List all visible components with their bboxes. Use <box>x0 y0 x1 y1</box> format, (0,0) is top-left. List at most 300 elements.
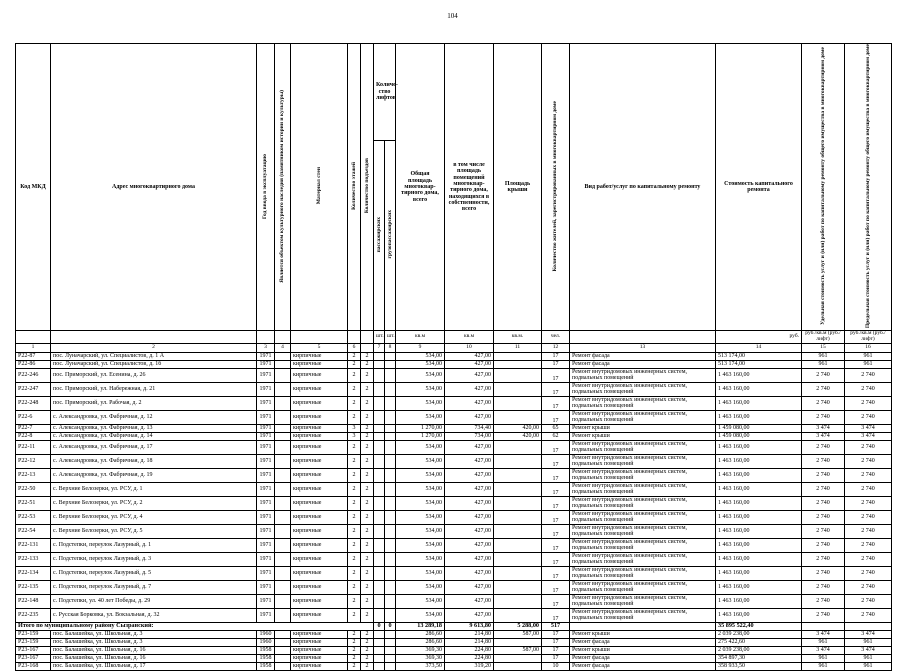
cell-address: с. Александровка, ул. Фабричная, д. 17 <box>51 440 257 454</box>
cell-heritage <box>275 524 291 538</box>
cell-floors: 2 <box>348 646 361 654</box>
cell-lifts-passenger <box>374 360 385 368</box>
cell-lifts-passenger <box>374 646 385 654</box>
cell-heritage <box>275 566 291 580</box>
header-cost: Стоимость капитального ремонта <box>716 44 802 331</box>
cell-heritage <box>275 630 291 638</box>
unit-max-cost: руб./кв.м (руб./лифт) <box>845 331 892 344</box>
header-owned-area: в том числе площадь помещений многоквар-тирного дома, находящихся в собственности, всего <box>445 44 494 331</box>
cell-lifts-passenger <box>374 608 385 622</box>
units-row <box>16 331 892 344</box>
cell-unit-cost: 2 740 <box>802 454 845 468</box>
cell-roof-area <box>494 662 542 670</box>
cell-total-area: 534,00 <box>396 382 445 396</box>
cell-code: Р23-167 <box>16 654 51 662</box>
header-year: Год ввода в эксплуатацию <box>257 44 275 331</box>
cell-work-type: Ремонт внутридомовых инженерных систем, подвальных помещений <box>570 454 716 468</box>
cell-heritage <box>275 580 291 594</box>
cell-cost: 1 463 160,00 <box>716 580 802 594</box>
cell-roof-area <box>494 538 542 552</box>
cell-code: Р22-50 <box>16 482 51 496</box>
table-row <box>16 496 892 510</box>
cell-code: Р23-167 <box>16 646 51 654</box>
table-row <box>16 410 892 424</box>
cell-unit-cost: 961 <box>802 662 845 670</box>
cell-year: 1971 <box>257 432 275 440</box>
col-number: 5 <box>291 343 348 352</box>
cell-max-cost: 961 <box>845 638 892 646</box>
cell-max-cost: 2 740 <box>845 496 892 510</box>
cell-work-type: Ремонт внутридомовых инженерных систем, подвальных помещений <box>570 482 716 496</box>
cell-entrances: 2 <box>361 662 374 670</box>
cell-roof-area <box>494 360 542 368</box>
cell-lifts-passenger <box>374 580 385 594</box>
header-heritage: Является объектом культурного наследия (памятником истории и культуры) <box>275 44 291 331</box>
cell-residents: 17 <box>542 552 570 566</box>
cell-roof-area <box>494 482 542 496</box>
cell-unit-cost: 3 474 <box>802 424 845 432</box>
cell-max-cost: 2 740 <box>845 608 892 622</box>
cell-lifts-passenger <box>374 382 385 396</box>
cell-work-type: Ремонт внутридомовых инженерных систем, подвальных помещений <box>570 468 716 482</box>
cell-work-type: Ремонт крыши <box>570 646 716 654</box>
cell-floors: 2 <box>348 468 361 482</box>
cell-max-cost: 2 740 <box>845 382 892 396</box>
cell-lifts-cargo <box>385 630 396 638</box>
cell-owned-area: 427,00 <box>445 468 494 482</box>
cell-unit-cost: 961 <box>802 638 845 646</box>
cell-lifts-passenger <box>374 396 385 410</box>
cell-heritage <box>275 410 291 424</box>
header-floors: Количество этажей <box>348 44 361 331</box>
cell-heritage <box>275 662 291 670</box>
cell-floors: 2 <box>348 630 361 638</box>
cell-code: Р22-53 <box>16 510 51 524</box>
total-cost-sum: 35 895 522,40 <box>716 622 802 630</box>
cell-total-area: 534,00 <box>396 524 445 538</box>
cell-code: Р23-159 <box>16 630 51 638</box>
cell-heritage <box>275 352 291 360</box>
cell-lifts-passenger <box>374 566 385 580</box>
cell-residents: 17 <box>542 524 570 538</box>
cell-cost: 2 039 238,00 <box>716 630 802 638</box>
cell-unit-cost: 2 740 <box>802 580 845 594</box>
cell-cost: 1 463 160,00 <box>716 482 802 496</box>
cell-wall-material: кирпичные <box>291 382 348 396</box>
cell-heritage <box>275 432 291 440</box>
cell-max-cost: 961 <box>845 360 892 368</box>
cell-heritage <box>275 552 291 566</box>
cell-year: 1971 <box>257 594 275 608</box>
cell-wall-material: кирпичные <box>291 496 348 510</box>
cell-cost: 275 422,60 <box>716 638 802 646</box>
cell-wall-material: кирпичные <box>291 580 348 594</box>
cell-heritage <box>275 482 291 496</box>
cell-roof-area <box>494 440 542 454</box>
cell-owned-area: 319,20 <box>445 662 494 670</box>
cell-lifts-passenger <box>374 432 385 440</box>
unit-owned-area: кв.м <box>445 331 494 344</box>
cell-year: 1971 <box>257 424 275 432</box>
table-row <box>16 424 892 432</box>
cell-code: Р23-159 <box>16 638 51 646</box>
cell-residents: 17 <box>542 360 570 368</box>
cell-owned-area: 427,00 <box>445 594 494 608</box>
cell-unit-cost: 3 474 <box>802 646 845 654</box>
cell-lifts-cargo <box>385 482 396 496</box>
cell-roof-area <box>494 594 542 608</box>
cell-code: Р23-168 <box>16 662 51 670</box>
cell-code: Р22-7 <box>16 424 51 432</box>
cell-floors: 2 <box>348 482 361 496</box>
cell-heritage <box>275 368 291 382</box>
cell-total-area: 373,50 <box>396 662 445 670</box>
cell-floors: 2 <box>348 410 361 424</box>
cell-lifts-cargo <box>385 368 396 382</box>
cell-unit-cost: 2 740 <box>802 608 845 622</box>
cell-max-cost: 3 474 <box>845 424 892 432</box>
cell-unit-cost: 3 474 <box>802 432 845 440</box>
cell-address: с. Александровка, ул. Фабричная, д. 14 <box>51 432 257 440</box>
cell-unit-cost: 961 <box>802 360 845 368</box>
cell-work-type: Ремонт внутридомовых инженерных систем, подвальных помещений <box>570 496 716 510</box>
cell-residents: 17 <box>542 496 570 510</box>
cell-work-type: Ремонт фасада <box>570 360 716 368</box>
cell-code: Р22-134 <box>16 566 51 580</box>
cell-floors: 2 <box>348 454 361 468</box>
total-area-sum: 13 289,18 <box>396 622 445 630</box>
cell-total-area: 534,00 <box>396 396 445 410</box>
cell-wall-material: кирпичные <box>291 410 348 424</box>
cell-total-area: 369,30 <box>396 654 445 662</box>
cell-total-area: 534,00 <box>396 482 445 496</box>
col-number: 15 <box>802 343 845 352</box>
cell-year: 1971 <box>257 410 275 424</box>
cell-code: Р22-148 <box>16 594 51 608</box>
cell-max-cost: 3 474 <box>845 646 892 654</box>
cell-roof-area <box>494 510 542 524</box>
cell-year: 1971 <box>257 360 275 368</box>
cell-roof-area: 420,00 <box>494 424 542 432</box>
cell-owned-area: 734,40 <box>445 424 494 432</box>
cell-year: 1971 <box>257 368 275 382</box>
cell-residents: 17 <box>542 454 570 468</box>
cell-lifts-cargo <box>385 646 396 654</box>
cell-heritage <box>275 646 291 654</box>
cell-lifts-cargo <box>385 440 396 454</box>
cell-work-type: Ремонт внутридомовых инженерных систем, подвальных помещений <box>570 510 716 524</box>
cell-total-area: 534,00 <box>396 352 445 360</box>
cell-heritage <box>275 424 291 432</box>
cell-total-area: 286,60 <box>396 638 445 646</box>
cell-unit-cost: 2 740 <box>802 566 845 580</box>
cell-code: Р22-13 <box>16 468 51 482</box>
cell-residents: 65 <box>542 424 570 432</box>
cell-wall-material: кирпичные <box>291 538 348 552</box>
cell-lifts-cargo <box>385 538 396 552</box>
cell-wall-material: кирпичные <box>291 482 348 496</box>
cell-floors: 2 <box>348 352 361 360</box>
cell-owned-area: 427,00 <box>445 496 494 510</box>
cell-unit-cost: 2 740 <box>802 368 845 382</box>
cell-cost: 1 463 160,00 <box>716 524 802 538</box>
cell-residents: 17 <box>542 594 570 608</box>
cell-floors: 2 <box>348 654 361 662</box>
cell-address: с. Подстепки, переулок Лазурный, д. 7 <box>51 580 257 594</box>
table-row <box>16 382 892 396</box>
cell-address: с. Александровка, ул. Фабричная, д. 19 <box>51 468 257 482</box>
cell-lifts-passenger <box>374 524 385 538</box>
cell-address: с. Верхние Белозерки, ул. РСУ, д. 4 <box>51 510 257 524</box>
cell-lifts-passenger <box>374 594 385 608</box>
cell-wall-material: кирпичные <box>291 630 348 638</box>
cell-work-type: Ремонт крыши <box>570 630 716 638</box>
cell-roof-area: 587,00 <box>494 646 542 654</box>
cell-year: 1958 <box>257 646 275 654</box>
cell-cost: 1 463 160,00 <box>716 468 802 482</box>
cell-max-cost: 2 740 <box>845 594 892 608</box>
cell-lifts-passenger <box>374 662 385 670</box>
table-header <box>16 44 892 353</box>
cell-lifts-passenger <box>374 468 385 482</box>
cell-residents: 17 <box>542 608 570 622</box>
cell-residents: 17 <box>542 566 570 580</box>
cell-unit-cost: 2 740 <box>802 594 845 608</box>
cell-roof-area <box>494 524 542 538</box>
cell-roof-area <box>494 580 542 594</box>
cell-unit-cost: 2 740 <box>802 396 845 410</box>
cell-floors: 2 <box>348 608 361 622</box>
cell-year: 1971 <box>257 482 275 496</box>
cell-roof-area <box>494 352 542 360</box>
cell-wall-material: кирпичные <box>291 424 348 432</box>
cell-work-type: Ремонт внутридомовых инженерных систем, подвальных помещений <box>570 368 716 382</box>
cell-entrances: 2 <box>361 440 374 454</box>
cell-heritage <box>275 454 291 468</box>
header-work-type: Вид работ/услуг по капитальному ремонту <box>570 44 716 331</box>
col-number: 13 <box>570 343 716 352</box>
cell-address: пос. Балашейка, ул. Школьная, д. 3 <box>51 630 257 638</box>
cell-code: Р22-87 <box>16 352 51 360</box>
cell-address: пос. Балашейка, ул. Школьная, д. 16 <box>51 654 257 662</box>
cell-owned-area: 427,00 <box>445 368 494 382</box>
total-label: Итого по муниципальному району Сызранский: <box>16 622 374 630</box>
cell-unit-cost: 2 740 <box>802 510 845 524</box>
cell-lifts-passenger <box>374 630 385 638</box>
cell-entrances: 2 <box>361 594 374 608</box>
cell-roof-area <box>494 468 542 482</box>
cell-lifts-cargo <box>385 524 396 538</box>
cell-total-area: 534,00 <box>396 538 445 552</box>
col-number: 8 <box>385 343 396 352</box>
cell-entrances: 2 <box>361 396 374 410</box>
cell-cost: 1 463 160,00 <box>716 594 802 608</box>
cell-year: 1971 <box>257 510 275 524</box>
cell-owned-area: 224,80 <box>445 654 494 662</box>
header-lifts-passenger: пассажирских <box>374 140 385 331</box>
cell-owned-area: 427,00 <box>445 360 494 368</box>
cell-max-cost: 2 740 <box>845 410 892 424</box>
cell-address: с. Александровка, ул. Фабричная, д. 13 <box>51 424 257 432</box>
cell-code: Р22-11 <box>16 440 51 454</box>
cell-address: с. Александровка, ул. Фабричная, д. 18 <box>51 454 257 468</box>
cell-lifts-cargo <box>385 496 396 510</box>
cell-roof-area: 587,00 <box>494 630 542 638</box>
table-row <box>16 654 892 662</box>
cell-cost: 1 463 160,00 <box>716 510 802 524</box>
cell-lifts-cargo <box>385 396 396 410</box>
cell-total-area: 534,00 <box>396 566 445 580</box>
cell-residents: 10 <box>542 662 570 670</box>
cell-lifts-passenger <box>374 482 385 496</box>
total-empty <box>570 622 716 630</box>
cell-cost: 1 463 160,00 <box>716 368 802 382</box>
col-number: 1 <box>16 343 51 352</box>
col-number: 11 <box>494 343 542 352</box>
cell-heritage <box>275 468 291 482</box>
cell-year: 1971 <box>257 524 275 538</box>
cell-address: с. Русская Борковка, ул. Вокзальная, д. 32 <box>51 608 257 622</box>
cell-year: 1971 <box>257 382 275 396</box>
cell-residents: 17 <box>542 630 570 638</box>
cell-owned-area: 427,00 <box>445 552 494 566</box>
cell-floors: 2 <box>348 552 361 566</box>
total-lifts-cargo: 0 <box>385 622 396 630</box>
cell-entrances: 2 <box>361 482 374 496</box>
cell-cost: 1 463 160,00 <box>716 440 802 454</box>
cell-max-cost: 2 740 <box>845 566 892 580</box>
cell-owned-area: 427,00 <box>445 510 494 524</box>
cell-unit-cost: 2 740 <box>802 538 845 552</box>
cell-lifts-passenger <box>374 654 385 662</box>
col-number: 4 <box>275 343 291 352</box>
cell-floors: 2 <box>348 524 361 538</box>
cell-heritage <box>275 440 291 454</box>
cell-max-cost: 2 740 <box>845 580 892 594</box>
cell-work-type: Ремонт внутридомовых инженерных систем, подвальных помещений <box>570 566 716 580</box>
table-row <box>16 454 892 468</box>
cell-owned-area: 427,00 <box>445 580 494 594</box>
cell-work-type: Ремонт крыши <box>570 424 716 432</box>
header-max-cost: Предельная стоимость услуг и (или) работ по капитальному ремонту общего имущества в многоквартирном доме <box>845 44 892 331</box>
cell-address: пос. Луначарский, ул. Специалистов, д. 1 А <box>51 352 257 360</box>
table-body <box>16 352 892 670</box>
cell-total-area: 534,00 <box>396 440 445 454</box>
cell-year: 1971 <box>257 608 275 622</box>
cell-wall-material: кирпичные <box>291 468 348 482</box>
cell-floors: 2 <box>348 440 361 454</box>
cell-floors: 2 <box>348 566 361 580</box>
cell-cost: 1 459 080,00 <box>716 424 802 432</box>
cell-entrances: 2 <box>361 424 374 432</box>
cell-max-cost: 2 740 <box>845 396 892 410</box>
cell-unit-cost: 961 <box>802 352 845 360</box>
cell-year: 1958 <box>257 654 275 662</box>
cell-work-type: Ремонт внутридомовых инженерных систем, подвальных помещений <box>570 410 716 424</box>
cell-lifts-cargo <box>385 468 396 482</box>
cell-lifts-passenger <box>374 538 385 552</box>
table-row <box>16 432 892 440</box>
cell-cost: 1 463 160,00 <box>716 608 802 622</box>
cell-residents: 17 <box>542 468 570 482</box>
header-address: Адрес многоквартирного дома <box>51 44 257 331</box>
cell-work-type: Ремонт фасада <box>570 638 716 646</box>
cell-address: пос. Луначарский, ул. Специалистов, д. 1б <box>51 360 257 368</box>
header-total-area: Общая площадь многоквар-тирного дома, всего <box>396 44 445 331</box>
cell-work-type: Ремонт крыши <box>570 432 716 440</box>
col-number: 10 <box>445 343 494 352</box>
cell-owned-area: 427,00 <box>445 608 494 622</box>
cell-year: 1971 <box>257 552 275 566</box>
cell-total-area: 1 270,00 <box>396 424 445 432</box>
cell-address: с. Верхние Белозерки, ул. РСУ, д. 1 <box>51 482 257 496</box>
cell-lifts-cargo <box>385 410 396 424</box>
cell-year: 1971 <box>257 538 275 552</box>
cell-entrances: 2 <box>361 552 374 566</box>
cell-address: пос. Приморский, ул. Рабочая, д. 2 <box>51 396 257 410</box>
cell-work-type: Ремонт внутридомовых инженерных систем, подвальных помещений <box>570 552 716 566</box>
cell-lifts-cargo <box>385 454 396 468</box>
cell-owned-area: 214,80 <box>445 630 494 638</box>
cell-max-cost: 2 740 <box>845 538 892 552</box>
cell-wall-material: кирпичные <box>291 608 348 622</box>
cell-roof-area <box>494 566 542 580</box>
cell-wall-material: кирпичные <box>291 432 348 440</box>
cell-max-cost: 2 740 <box>845 552 892 566</box>
cell-year: 1971 <box>257 468 275 482</box>
cell-owned-area: 427,00 <box>445 454 494 468</box>
total-lifts-passenger: 0 <box>374 622 385 630</box>
cell-code: Р22-135 <box>16 580 51 594</box>
col-number: 3 <box>257 343 275 352</box>
unit-residents: чел. <box>542 331 570 344</box>
cell-entrances: 2 <box>361 432 374 440</box>
table-row <box>16 524 892 538</box>
cell-lifts-cargo <box>385 552 396 566</box>
cell-entrances: 2 <box>361 580 374 594</box>
cell-owned-area: 427,00 <box>445 352 494 360</box>
cell-max-cost: 2 740 <box>845 510 892 524</box>
cell-cost: 1 463 160,00 <box>716 552 802 566</box>
cell-residents: 17 <box>542 654 570 662</box>
total-residents-sum: 517 <box>542 622 570 630</box>
cell-lifts-passenger <box>374 424 385 432</box>
cell-unit-cost: 3 474 <box>802 630 845 638</box>
cell-entrances: 2 <box>361 468 374 482</box>
cell-lifts-cargo <box>385 654 396 662</box>
cell-work-type: Ремонт внутридомовых инженерных систем, подвальных помещений <box>570 440 716 454</box>
cell-unit-cost: 2 740 <box>802 482 845 496</box>
cell-roof-area <box>494 382 542 396</box>
cell-total-area: 534,00 <box>396 454 445 468</box>
cell-residents: 17 <box>542 396 570 410</box>
unit-roof-area: кв.м. <box>494 331 542 344</box>
cell-unit-cost: 2 740 <box>802 440 845 454</box>
cell-total-area: 534,00 <box>396 580 445 594</box>
cell-residents: 17 <box>542 482 570 496</box>
cell-owned-area: 427,00 <box>445 566 494 580</box>
cell-year: 1960 <box>257 630 275 638</box>
cell-lifts-passenger <box>374 410 385 424</box>
table-row <box>16 662 892 670</box>
cell-work-type: Ремонт внутридомовых инженерных систем, подвальных помещений <box>570 524 716 538</box>
cell-floors: 2 <box>348 368 361 382</box>
table-row <box>16 368 892 382</box>
cell-roof-area <box>494 654 542 662</box>
table-row <box>16 396 892 410</box>
cell-code: Р22-248 <box>16 396 51 410</box>
cell-cost: 1 463 160,00 <box>716 538 802 552</box>
